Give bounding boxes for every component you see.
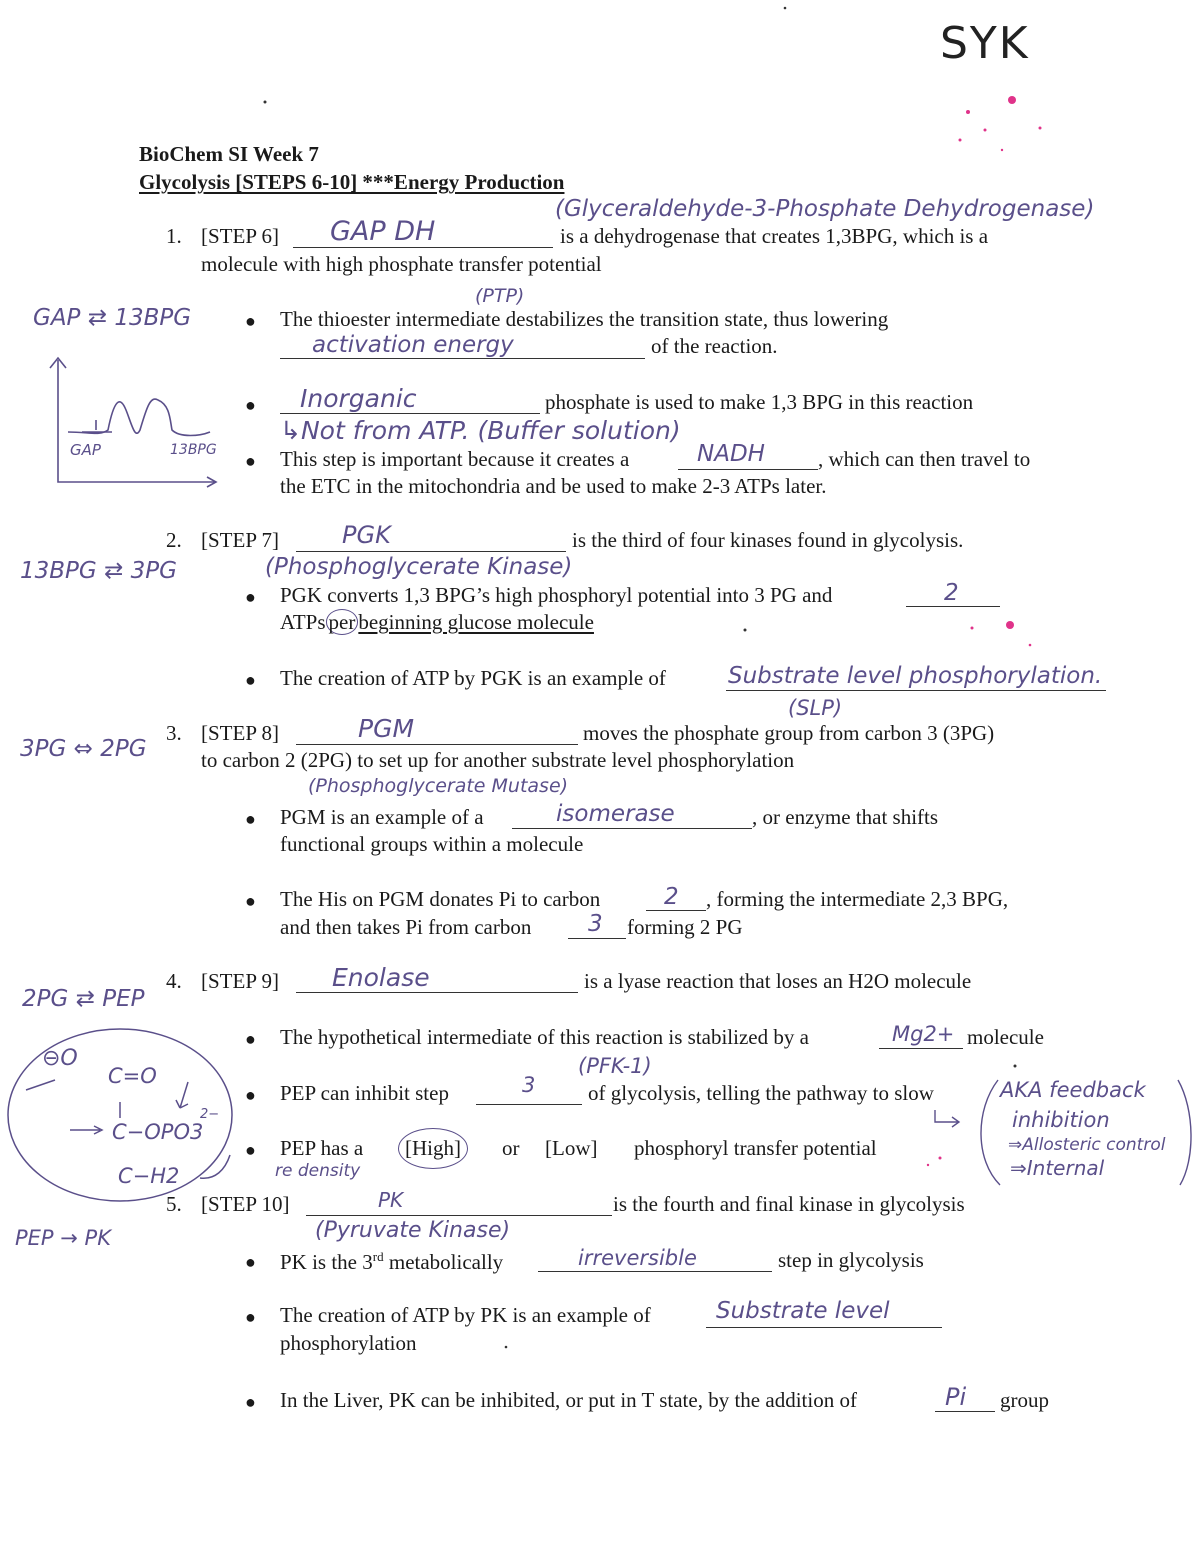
pep-structure-c1: C=O <box>108 1064 157 1088</box>
pep-structure-charge: 2− <box>200 1107 220 1122</box>
q3-answer: PGM <box>358 714 415 743</box>
q5-b2-text-a: The creation of ATP by PK is an example of <box>280 1303 651 1327</box>
q4-step: [STEP 9] <box>201 969 279 993</box>
q2-b1-atps: ATPs <box>280 610 326 634</box>
q5-b1-answer: irreversible <box>578 1246 697 1270</box>
q1-b2-text: phosphate is used to make 1,3 BPG in this reaction <box>545 390 974 414</box>
q3-b1-text-b: , or enzyme that shifts <box>752 805 939 829</box>
q5-answer: PK <box>378 1188 404 1212</box>
q5-b2-answer: Substrate level <box>716 1298 890 1324</box>
q2-b1-post: beginning glucose molecule <box>358 610 594 634</box>
q3-b1-text-a: PGM is an example of a <box>280 805 484 829</box>
q4-bullet-3: ● <box>245 1140 256 1160</box>
q2-b1-text-a: PGK converts 1,3 BPG’s high phosphoryl potential into 3 PG and <box>280 583 833 607</box>
diagram-right-label: 13BPG <box>170 442 217 458</box>
q1-margin-note: GAP ⇄ 13BPG <box>33 305 192 331</box>
q2-bullet-1: ● <box>245 587 256 607</box>
q4-b1-text-b: molecule <box>967 1025 1044 1049</box>
q4-b3-text-b: phosphoryl transfer potential <box>634 1136 877 1160</box>
q3-step: [STEP 8] <box>201 721 279 745</box>
q5-b1-text-a: PK is the 3rd metabolically <box>280 1249 504 1274</box>
q4-b2-text-a: PEP can inhibit step <box>280 1081 449 1105</box>
q3-bullet-1: ● <box>245 809 256 829</box>
page-title: BioChem SI Week 7 <box>139 142 319 166</box>
q2-b2-answer: Substrate level phosphorylation. <box>728 663 1103 689</box>
q3-b2-text-b: , forming the intermediate 2,3 BPG, <box>706 887 1009 911</box>
q3-number: 3. <box>166 721 182 745</box>
side-note-2: inhibition <box>1012 1108 1110 1132</box>
q2-b2-note: (SLP) <box>788 696 843 720</box>
q3-answer-note: (Phosphoglycerate Mutase) <box>308 775 569 797</box>
q3-b2-text-d: forming 2 PG <box>627 915 743 939</box>
side-note-4: ⇒Internal <box>1010 1156 1105 1180</box>
q4-b2-text-b: of glycolysis, telling the pathway to slow <box>588 1081 934 1105</box>
q4-answer: Enolase <box>332 963 430 992</box>
q5-b3-text-b: group <box>1000 1388 1049 1412</box>
pep-structure-c2: C−OPO3 <box>112 1120 204 1144</box>
q5-b2-text-b: phosphorylation <box>280 1331 417 1355</box>
q2-margin-note: 13BPG ⇄ 3PG <box>20 558 177 584</box>
q4-b3-or: or <box>502 1136 520 1160</box>
q1-b3-text-a: This step is important because it creates a <box>280 447 630 471</box>
q3-b2-text-a: The His on PGM donates Pi to carbon <box>280 887 601 911</box>
q4-b2-note: (PFK-1) <box>578 1054 652 1078</box>
q5-bullet-1: ● <box>245 1252 256 1272</box>
q2-b1-answer: 2 <box>944 580 959 606</box>
q1-text-b: molecule with high phosphate transfer potential <box>201 252 602 276</box>
q5-bullet-2: ● <box>245 1307 256 1327</box>
q2-answer: PGK <box>342 521 391 549</box>
q4-bullet-1: ● <box>245 1029 256 1049</box>
q4-b1-answer: Mg2+ <box>892 1022 955 1046</box>
q1-b1-text-b: of the reaction. <box>651 334 778 358</box>
q4-b3-low: [Low] <box>545 1136 598 1160</box>
q1-answer-note: (Glyceraldehyde-3-Phosphate Dehydrogenase) <box>555 196 1095 222</box>
q2-step: [STEP 7] <box>201 528 279 552</box>
q1-number: 1. <box>166 224 182 248</box>
q4-number: 4. <box>166 969 182 993</box>
q1-bullet-1: ● <box>245 311 256 331</box>
q1-b1-answer: activation energy <box>312 332 514 358</box>
q1-ptp-note: (PTP) <box>475 285 525 307</box>
pep-structure-o: ⊖O <box>42 1046 78 1071</box>
q2-b2-text: The creation of ATP by PGK is an example of <box>280 666 666 690</box>
q3-b1-answer: isomerase <box>556 801 675 827</box>
page-subtitle: Glycolysis [STEPS 6-10] ***Energy Production <box>139 170 565 194</box>
q4-b3-note: re density <box>275 1161 361 1181</box>
q1-bullet-3: ● <box>245 451 256 471</box>
q1-b3-text-b: , which can then travel to <box>818 447 1031 471</box>
q5-margin-note: PEP → PK <box>15 1226 111 1250</box>
q3-b2-answer-2: 3 <box>588 911 603 937</box>
q4-text: is a lyase reaction that loses an H2O molecule <box>584 969 972 993</box>
q3-text-a: moves the phosphate group from carbon 3 (3PG) <box>583 721 995 745</box>
q4-margin-note: 2PG ⇄ PEP <box>22 986 145 1012</box>
q2-b1-per-circled: per <box>326 609 359 635</box>
pep-structure-c3: C−H2 <box>118 1164 180 1188</box>
q5-b3-answer: Pi <box>945 1383 967 1411</box>
q1-b3-text-c: the ETC in the mitochondria and be used to make 2-3 ATPs later. <box>280 474 827 498</box>
q3-b2-text-c: and then takes Pi from carbon <box>280 915 532 939</box>
side-note-1: AKA feedback <box>1000 1078 1146 1102</box>
q1-b1-text-a: The thioester intermediate destabilizes the transition state, thus lowering <box>280 307 889 331</box>
q4-b1-text-a: The hypothetical intermediate of this reaction is stabilized by a <box>280 1025 809 1049</box>
diagram-left-label: GAP <box>70 441 101 459</box>
q1-text-a: is a dehydrogenase that creates 1,3BPG, which is a <box>560 224 989 248</box>
q2-text: is the third of four kinases found in glycolysis. <box>572 528 964 552</box>
q1-b2-note: ↳Not from ATP. (Buffer solution) <box>280 416 681 445</box>
q1-answer: GAP DH <box>330 216 436 247</box>
corner-initials: SYK <box>940 18 1030 69</box>
q5-bullet-3: ● <box>245 1392 256 1412</box>
q4-b3-text-a: PEP has a <box>280 1136 364 1160</box>
q2-number: 2. <box>166 528 182 552</box>
q5-step: [STEP 10] <box>201 1192 290 1216</box>
q5-answer-note: (Pyruvate Kinase) <box>315 1218 511 1243</box>
q3-text-b: to carbon 2 (2PG) to set up for another substrate level phosphorylation <box>201 748 795 772</box>
q2-answer-note: (Phosphoglycerate Kinase) <box>265 554 573 580</box>
q5-number: 5. <box>166 1192 182 1216</box>
q5-b1-text-b: step in glycolysis <box>778 1248 924 1272</box>
q4-bullet-2: ● <box>245 1085 256 1105</box>
q2-bullet-2: ● <box>245 670 256 690</box>
q1-b2-answer: Inorganic <box>300 384 417 413</box>
q1-step: [STEP 6] <box>201 224 279 248</box>
q1-b3-answer: NADH <box>697 441 765 467</box>
q3-bullet-2: ● <box>245 891 256 911</box>
q5-text: is the fourth and final kinase in glycolysis <box>613 1192 965 1216</box>
q4-b3-high: [High] <box>398 1128 468 1169</box>
q5-b3-text-a: In the Liver, PK can be inhibited, or put in T state, by the addition of <box>280 1388 857 1412</box>
q3-b2-answer-1: 2 <box>664 884 679 910</box>
q4-b2-answer: 3 <box>522 1073 536 1097</box>
side-note-3: ⇒Allosteric control <box>1008 1135 1166 1155</box>
q3-margin-note: 3PG ⇔ 2PG <box>20 736 147 762</box>
q1-bullet-2: ● <box>245 395 256 415</box>
q3-b1-text-c: functional groups within a molecule <box>280 832 584 856</box>
